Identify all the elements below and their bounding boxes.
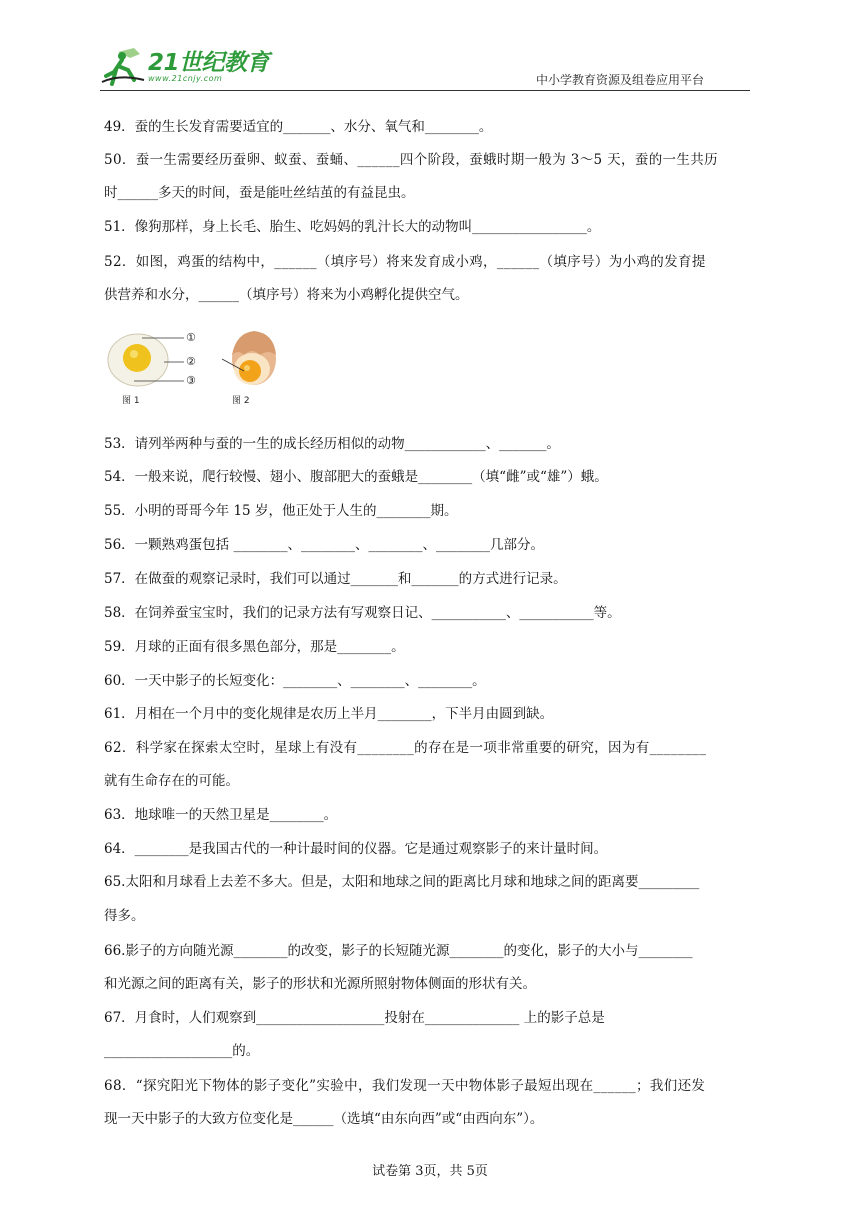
page-footer: 试卷第 3页，共 5页 <box>372 1164 488 1179</box>
logo-url: www.21cnjy.com <box>148 74 223 83</box>
question-68-line-2: 现一天中影子的大致方位变化是______（选填“由东向西”或“由西向东”）。 <box>104 1111 544 1127</box>
question-55: 55．小明的哥哥今年 15 岁，他正处于人生的________期。 <box>104 503 458 519</box>
question-57: 57．在做蚕的观察记录时，我们可以通过_______和_______的方式进行记录。 <box>104 571 567 587</box>
question-65-line-1: 65.太阳和月球看上去差不多大。但是，太阳和地球之间的距离比月球和地球之间的距离要_________ <box>104 874 700 890</box>
egg-figure <box>104 325 280 407</box>
question-49: 49．蚕的生长发育需要适宜的_______、水分、氧气和________。 <box>104 119 493 135</box>
question-51: 51．像狗那样，身上长毛、胎生、吃妈妈的乳汁长大的动物叫_________________。 <box>104 219 601 235</box>
platform-title: 中小学教育资源及组卷应用平台 <box>535 73 704 87</box>
question-53: 53．请列举两种与蚕的一生的成长经历相似的动物____________、_______。 <box>104 436 560 452</box>
figure-1-label: 图 1 <box>122 396 140 406</box>
logo-text: 21世纪教育 <box>148 50 270 76</box>
question-66-line-1: 66.影子的方向随光源________的改变，影子的长短随光源________的变化，影子的大小与________ <box>104 943 693 959</box>
question-61: 61．月相在一个月中的变化规律是农历上半月________，下半月由圆到缺。 <box>104 706 554 722</box>
runner-logo-icon <box>100 44 150 88</box>
logo <box>100 44 290 88</box>
question-58: 58．在饲养蚕宝宝时，我们的记录方法有写观察日记、___________、___________等。 <box>104 605 621 621</box>
question-64: 64．________是我国古代的一种计最时间的仪器。它是通过观察影子的来计量时间。 <box>104 841 608 857</box>
question-65-line-2: 得多。 <box>104 908 145 924</box>
question-67-line-1: 67．月食时，人们观察到___________________投射在______________ 上的影子总是 <box>104 1010 605 1026</box>
question-52-line-2: 供营养和水分，______（填序号）将来为小鸡孵化提供空气。 <box>104 287 469 303</box>
question-62-line-1: 62．科学家在探索太空时，星球上有没有________的存在是一项非常重要的研究，因为有________ <box>104 740 707 756</box>
question-62-line-2: 就有生命存在的可能。 <box>104 773 239 789</box>
question-54: 54．一般来说，爬行较慢、翅小、腹部肥大的蚕蛾是________（填“雌”或“雄”）蛾。 <box>104 469 608 485</box>
marker-3: ③ <box>186 374 196 387</box>
question-50-line-2: 时______多天的时间，蚕是能吐丝结茧的有益昆虫。 <box>104 185 415 201</box>
question-59: 59．月球的正面有很多黑色部分，那是________。 <box>104 639 405 655</box>
marker-1: ① <box>186 331 196 344</box>
question-63: 63．地球唯一的天然卫星是________。 <box>104 807 338 823</box>
figure-2-label: 图 2 <box>232 396 250 406</box>
question-68-line-1: 68．“探究阳光下物体的影子变化”实验中，我们发现一天中物体影子最短出现在______；我们还发 <box>104 1078 706 1094</box>
question-66-line-2: 和光源之间的距离有关，影子的形状和光源所照射物体侧面的形状有关。 <box>104 976 536 992</box>
question-60: 60．一天中影子的长短变化：________、________、________。 <box>104 673 486 689</box>
question-52-line-1: 52．如图，鸡蛋的结构中，______（填序号）将来发育成小鸡，______（填序号）为小鸡的发育提 <box>104 254 706 270</box>
question-56: 56．一颗熟鸡蛋包括 ________、________、________、________几部分。 <box>104 537 544 553</box>
marker-2: ② <box>186 355 196 368</box>
page-header <box>100 40 750 91</box>
question-67-line-2: ___________________的。 <box>104 1043 260 1059</box>
question-50-line-1: 50．蚕一生需要经历蚕卵、蚁蚕、蚕蛹、______四个阶段，蚕蛾时期一般为 3～5 天，蚕的一生共历 <box>104 152 718 168</box>
